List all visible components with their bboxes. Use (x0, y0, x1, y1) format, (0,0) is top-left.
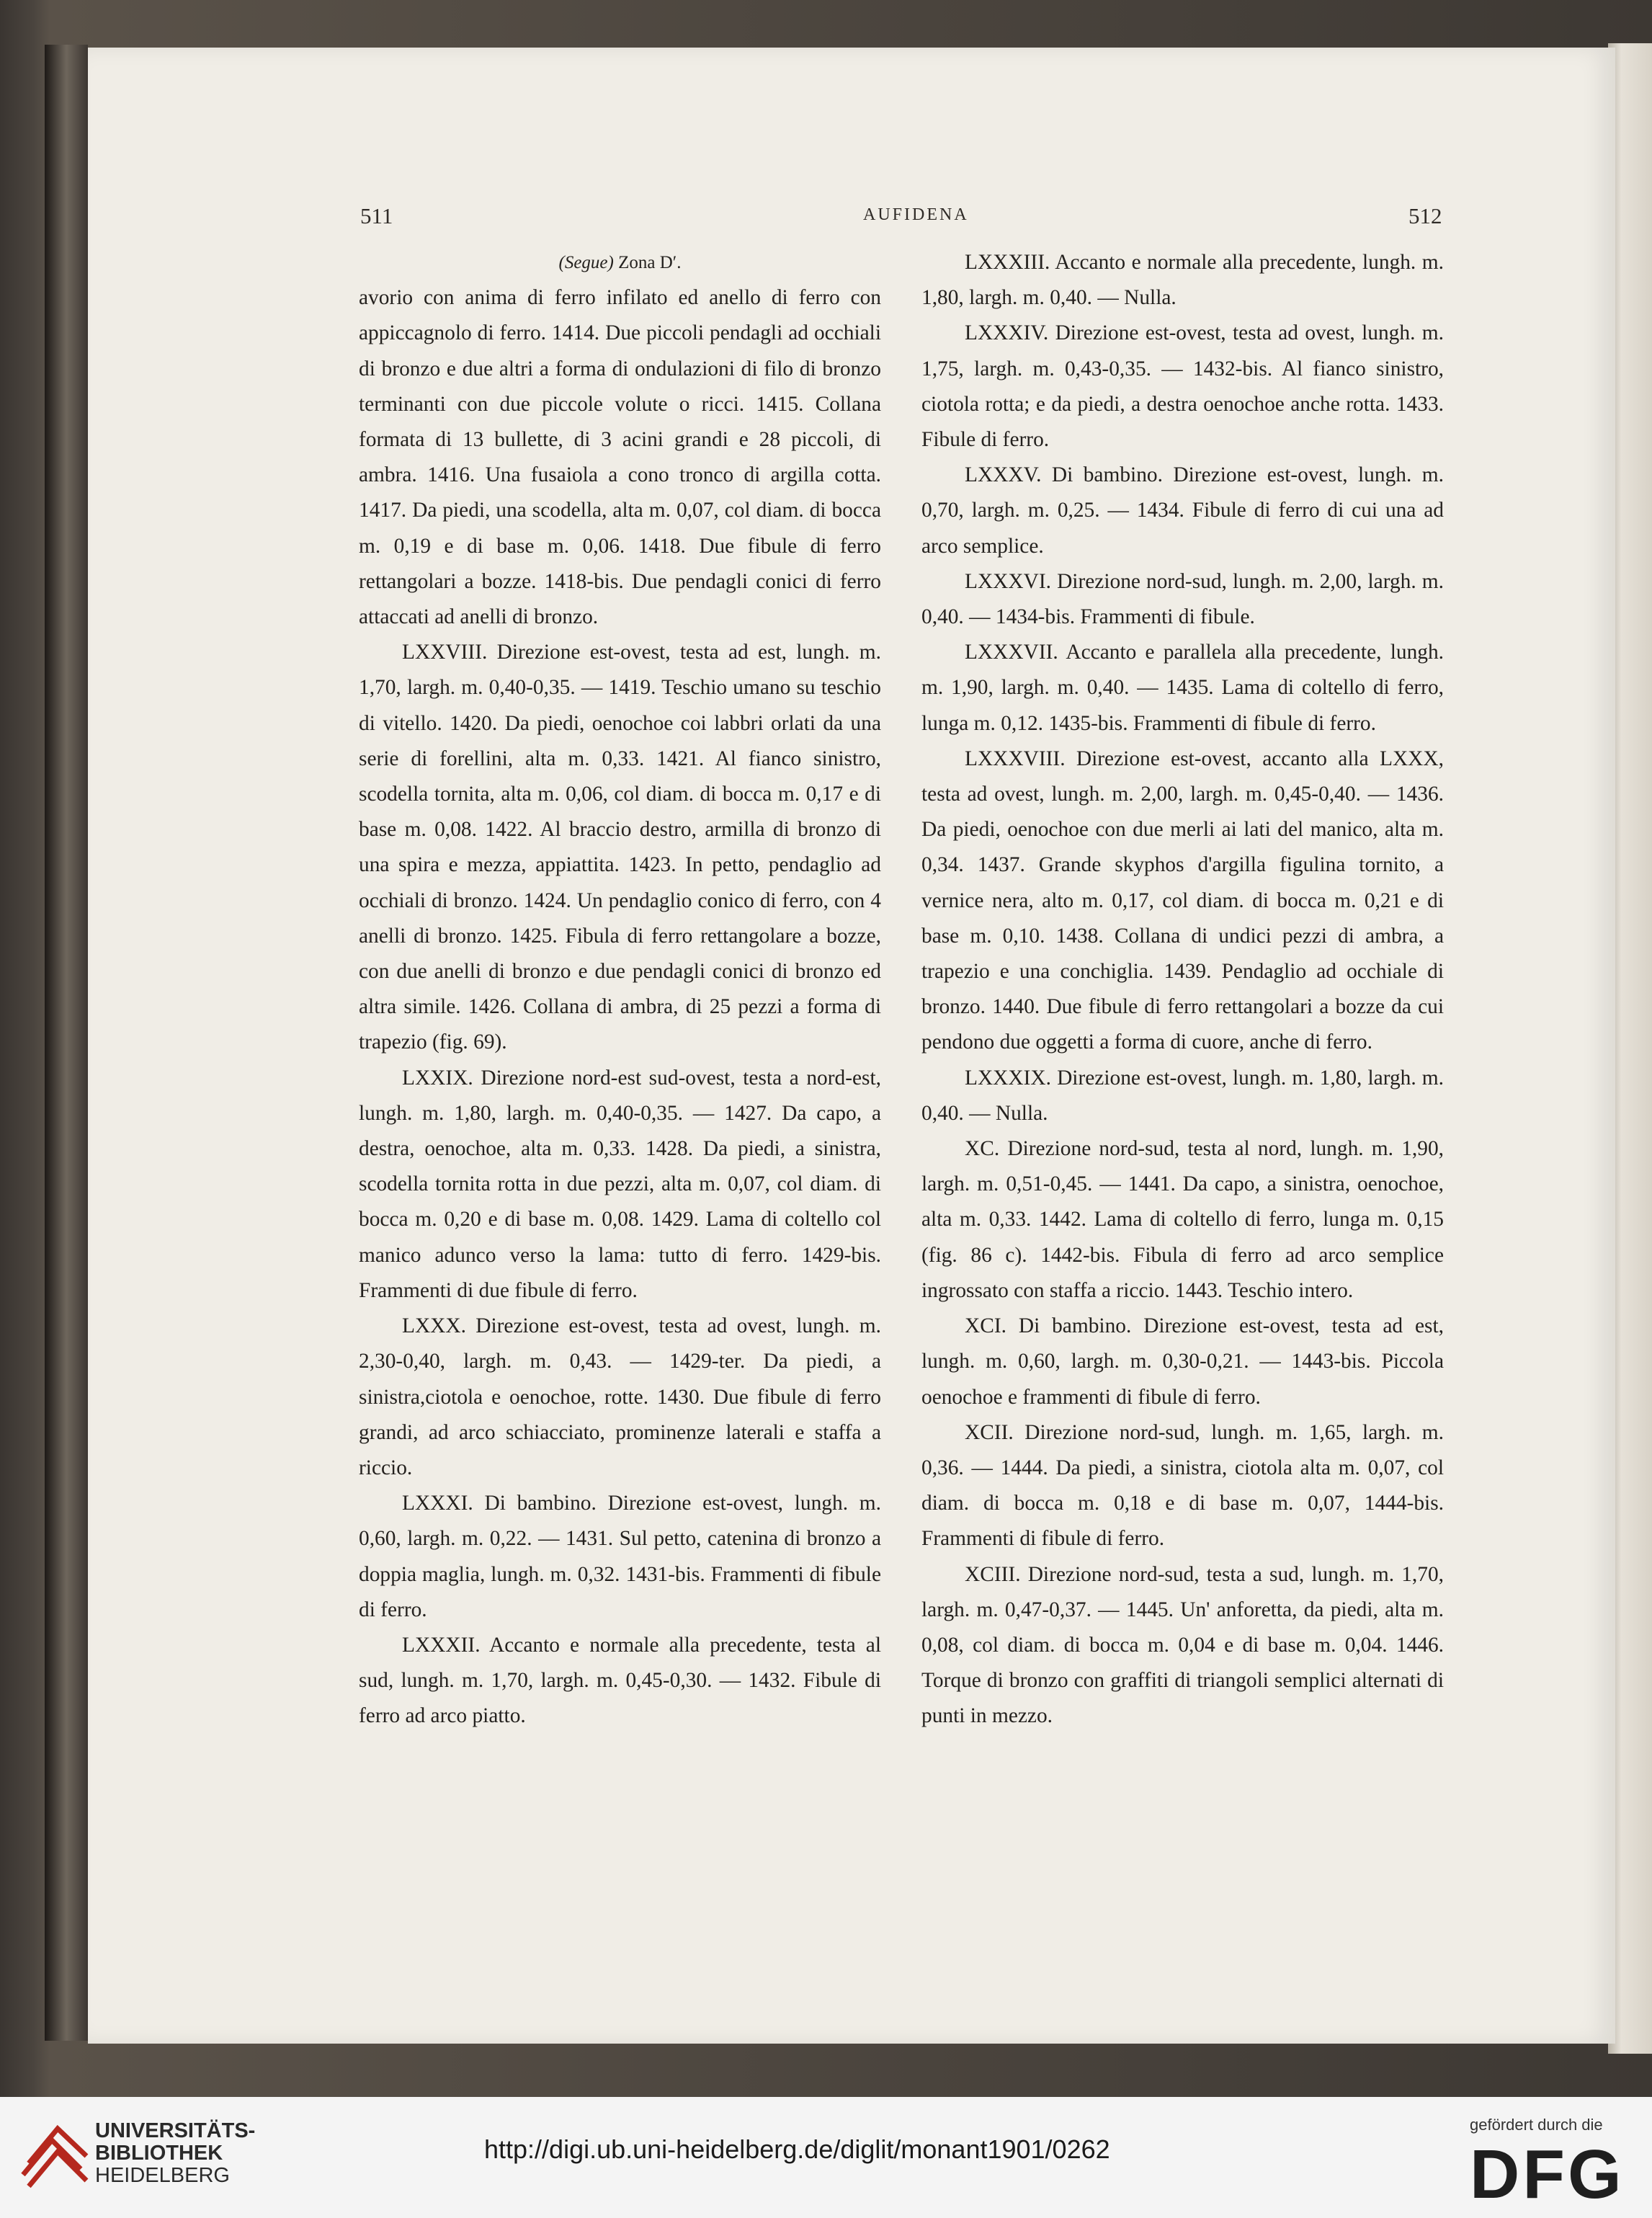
university-library-logo-text (95, 2120, 255, 2187)
section-heading (359, 245, 881, 280)
paragraph: LXXXIX. Direzione est-ovest, lungh. m. 1,80, largh. m. 0,40. — Nulla. (921, 1066, 1444, 1125)
paragraph: LXXX. Direzione est-ovest, testa ad ovest, lungh. m. 2,30-0,40, largh. m. 0,43. — 1429-ter. Da piedi, a sinistra,ciotola e oenochoe, rotte. 1430. Due fibule di ferro grandi, ad arco schiacciato, prominenze laterali e staffa a riccio. (359, 1314, 881, 1479)
paragraph: XC. Direzione nord-sud, testa al nord, lungh. m. 1,90, largh. m. 0,51-0,45. — 1441. Da capo, a sinistra, oenochoe, alta m. 0,33. 1442. Lama di coltello di ferro, lunga m. 0,15 (fig. 86 c). 1442-bis. Fibula di ferro ad arco semplice ingrossato con staffa a riccio. 1443. Teschio intero. (921, 1137, 1444, 1302)
paragraph: LXXXII. Accanto e normale alla precedente, testa al sud, lungh. m. 1,70, largh. m. 0,45-0,30. — 1432. Fibule di ferro ad arco piatto. (359, 1633, 881, 1728)
paragraph: XCIII. Direzione nord-sud, testa a sud, lungh. m. 1,70, largh. m. 0,47-0,37. — 1445. Un' anforetta, da piedi, alta m. 0,08, col diam. di bocca m. 0,04 e di base m. 0,04. 1446. Torque di bronzo con graffiti di triangoli semplici alternati di punti in mezzo. (921, 1562, 1444, 1728)
paragraph: XCII. Direzione nord-sud, lungh. m. 1,65, largh. m. 0,36. — 1444. Da piedi, a sinistra, ciotola alta m. 0,07, col diam. di bocca m. 0,18 e di base m. 0,07, 1444-bis. Frammenti di fibule di ferro. (921, 1420, 1444, 1551)
section-heading-zone: Zona D′. (618, 253, 682, 272)
logo-line-1: UNIVERSITÄTS- (95, 2119, 256, 2142)
paragraph: LXXVIII. Direzione est-ovest, testa ad est, lungh. m. 1,70, largh. m. 0,40-0,35. — 1419. Teschio umano su teschio di vitello. 1420. Da piedi, oenochoe coi labbri orlati da una serie di forellini, alta m. 0,33. 1421. Al fianco sinistro, scodella tornita, alta m. 0,06, col diam. di bocca m. 0,17 e di base m. 0,08. 1422. Al braccio destro, armilla di bronzo di una spira e mezza, appiattita. 1423. In petto, pendaglio ad occhiali di bronzo. 1424. Un pendaglio conico di ferro, con 4 anelli di bronzo. 1425. Fibula di ferro rettangolare a bozze, con due anelli di bronzo e due pendagli conici di bronzo ed altra simile. 1426. Collana di ambra, di 25 pezzi a forma di trapezio (fig. 69). (359, 641, 881, 1054)
page-number-right: 512 (1408, 203, 1442, 228)
paragraph: XCI. Di bambino. Direzione est-ovest, testa ad est, lungh. m. 0,60, largh. m. 0,30-0,21. — 1443-bis. Piccola oenochoe e frammenti di fibule di ferro. (921, 1314, 1444, 1409)
section-heading-italic: (Segue) (558, 253, 614, 272)
paragraph: LXXXI. Di bambino. Direzione est-ovest, lungh. m. 0,60, largh. m. 0,22. — 1431. Sul petto, catenina di bronzo a doppia maglia, lungh. m. 0,32. 1431-bis. Frammenti di fibule di ferro. (359, 1492, 881, 1621)
text-column-right (921, 245, 1444, 1734)
university-library-logo-icon (16, 2113, 94, 2196)
paragraph: LXXXIV. Direzione est-ovest, testa ad ovest, lungh. m. 1,75, largh. m. 0,43-0,35. — 1432-bis. Al fianco sinistro, ciotola rotta; e da piedi, a destra oenochoe anche rotta. 1433. Fibule di ferro. (921, 321, 1444, 452)
paragraph: avorio con anima di ferro infilato ed anello di ferro con appiccagnolo di ferro. 1414. Due piccoli pendagli ad occhiali di bronzo e due altri a forma di ondulazioni di filo di bronzo terminanti con due piccole volute o ricci. 1415. Collana formata di 13 bullette, di 3 acini grandi e 28 piccoli, di ambra. 1416. Una fusaiola a cono tronco di argilla cotta. 1417. Da piedi, una scodella, alta m. 0,07, col diam. di bocca m. 0,19 e di base m. 0,06. 1418. Due fibule di ferro rettangolari a bozze. 1418-bis. Due pendagli conici di ferro attaccati ad anelli di bronzo. (359, 286, 881, 629)
paragraph: LXXXV. Di bambino. Direzione est-ovest, lungh. m. 0,70, largh. m. 0,25. — 1434. Fibule di ferro di cui una ad arco semplice. (921, 463, 1444, 558)
running-head: AUFIDENA (863, 205, 969, 224)
page-number-left: 511 (360, 203, 393, 228)
paragraph: LXXXVII. Accanto e parallela alla precedente, lungh. m. 1,90, largh. m. 0,40. — 1435. Lama di coltello di ferro, lunga m. 0,12. 1435-bis. Frammenti di fibule di ferro. (921, 641, 1444, 735)
paragraph: LXXXVIII. Direzione est-ovest, accanto alla LXXX, testa ad ovest, lungh. m. 2,00, largh. m. 0,45-0,40. — 1436. Da piedi, oenochoe con due merli ai lati del manico, alta m. 0,34. 1437. Grande skyphos d'argilla figulina tornito, a vernice nera, alto m. 0,17, col diam. di bocca m. 0,21 e di base m. 0,10. 1438. Collana di undici pezzi di ambra, a trapezio e una conchiglia. 1439. Pendaglio ad occhiale di bronzo. 1440. Due fibule di ferro rettangolari a bozze da cui pendono due oggetti a forma di cuore, anche di ferro. (921, 747, 1444, 1054)
paragraph: LXXXVI. Direzione nord-sud, lungh. m. 2,00, largh. m. 0,40. — 1434-bis. Frammenti di fibule. (921, 569, 1444, 629)
funding-caption: gefördert durch die (1470, 2116, 1603, 2134)
paragraph: LXXXIII. Accanto e normale alla precedente, lungh. m. 1,80, largh. m. 0,40. — Nulla. (921, 251, 1444, 310)
logo-line-2: BIBLIOTHEK (95, 2142, 223, 2165)
paragraph: LXXIX. Direzione nord-est sud-ovest, testa a nord-est, lungh. m. 1,80, largh. m. 0,40-0,35. — 1427. Da capo, a destra, oenochoe, alta m. 0,33. 1428. Da piedi, a sinistra, scodella tornita rotta in due pezzi, alta m. 0,07, col diam. di bocca m. 0,20 e di base m. 0,08. 1429. Lama di coltello col manico adunco verso la lama: tutto di ferro. 1429-bis. Frammenti di due fibule di ferro. (359, 1066, 881, 1302)
text-column-left (359, 245, 881, 1734)
logo-line-3: HEIDELBERG (95, 2164, 230, 2187)
book-spine-edge (45, 45, 88, 2041)
permalink-url[interactable]: http://digi.ub.uni-heidelberg.de/diglit/monant1901/0262 (484, 2134, 1110, 2164)
dfg-logo: DFG (1470, 2136, 1625, 2213)
